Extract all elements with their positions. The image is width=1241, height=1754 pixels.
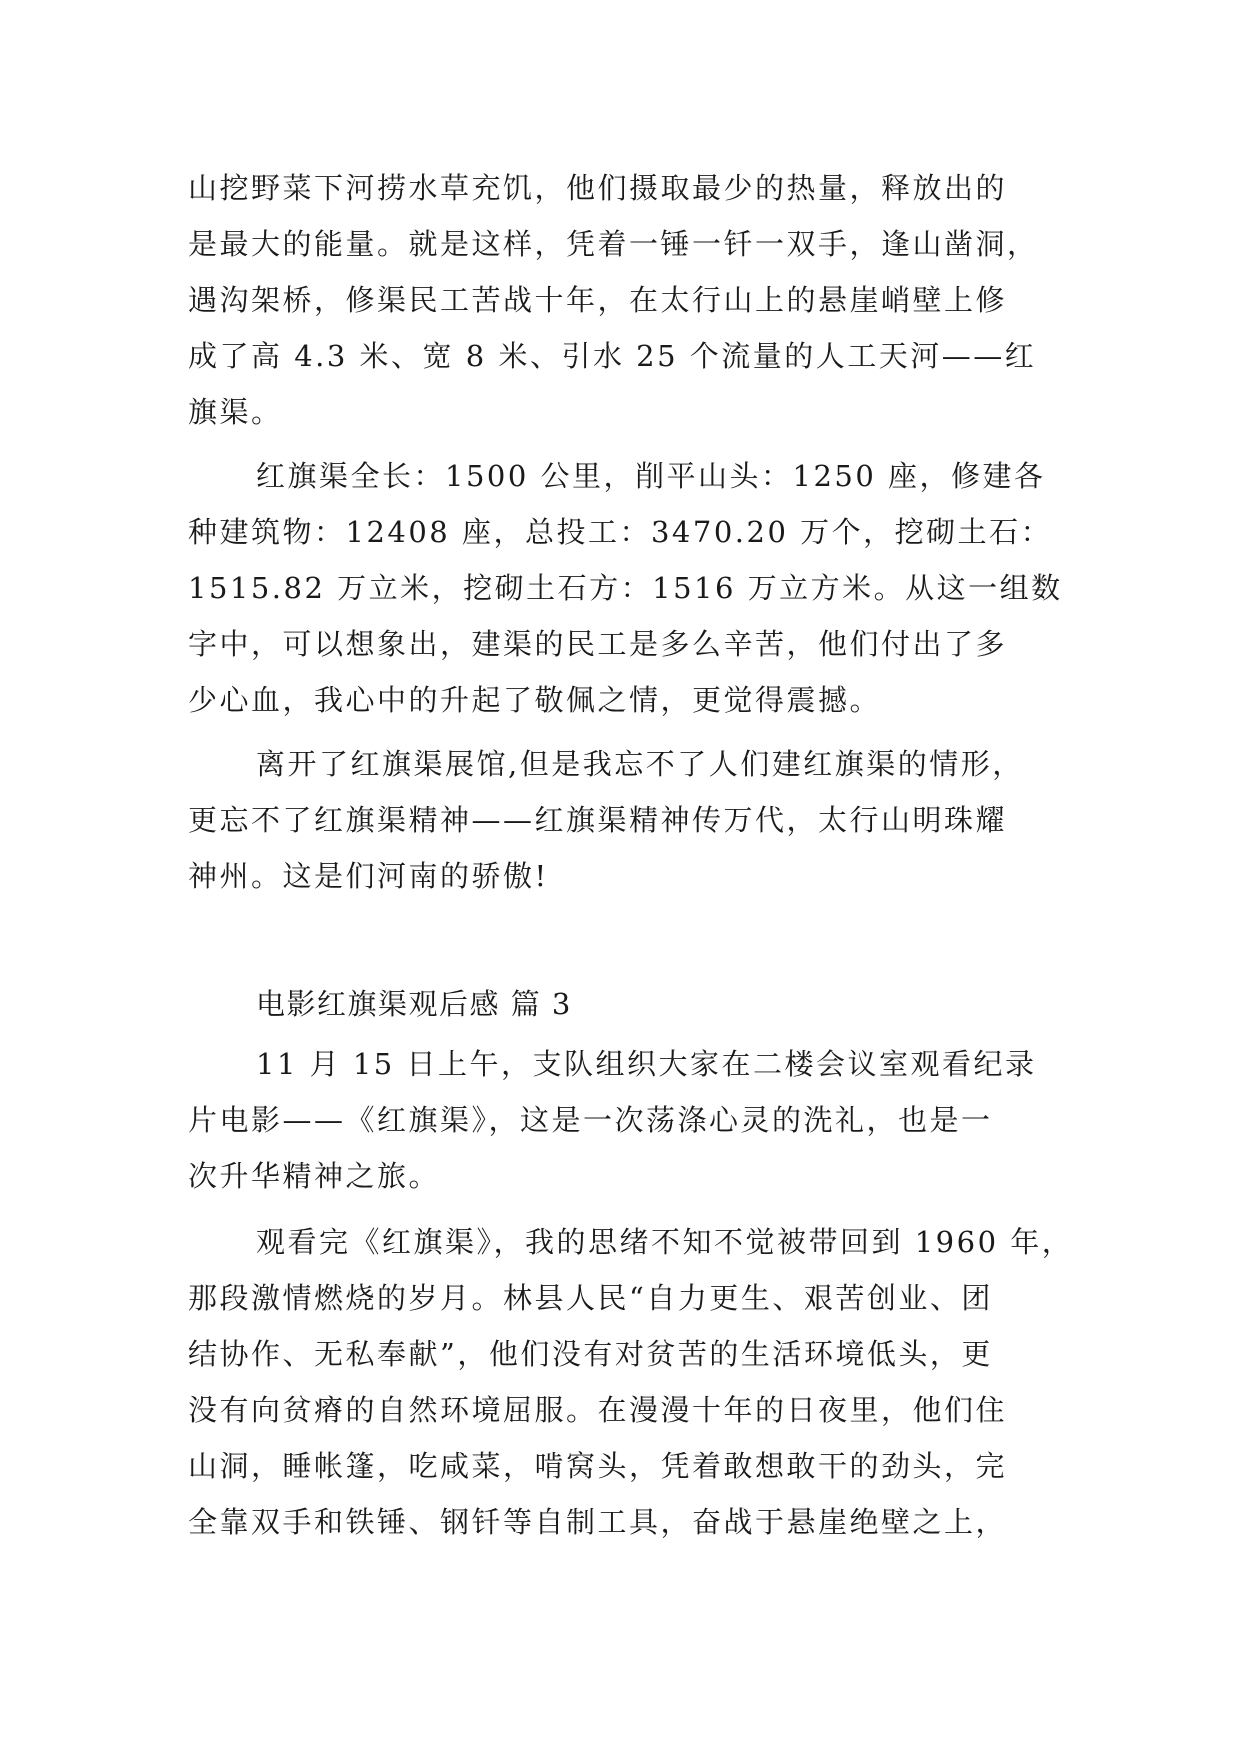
- paragraph-1-line-4: 成了高 4.3 米、宽 8 米、引水 25 个流量的人工天河——红: [188, 339, 1037, 373]
- section-paragraph-2-line-5: 山洞，睡帐篷，吃咸菜，啃窝头，凭着敢想敢干的劲头，完: [188, 1449, 1008, 1483]
- paragraph-1-line-5: 旗渠。: [188, 395, 283, 429]
- section-paragraph-2-line-3: 结协作、无私奉献”，他们没有对贫苦的生活环境低头，更: [188, 1337, 993, 1371]
- section-heading: 电影红旗渠观后感 篇 3: [256, 987, 572, 1021]
- section-paragraph-1-line-1: 11 月 15 日上午，支队组织大家在二楼会议室观看纪录: [256, 1047, 1037, 1081]
- paragraph-1-line-3: 遇沟架桥，修渠民工苦战十年，在太行山上的悬崖峭壁上修: [188, 283, 1008, 317]
- section-paragraph-1-line-3: 次升华精神之旅。: [188, 1159, 441, 1193]
- section-paragraph-2-line-4: 没有向贫瘠的自然环境屈服。在漫漫十年的日夜里，他们住: [188, 1393, 1008, 1427]
- paragraph-2-line-2: 种建筑物：12408 座，总投工：3470.20 万个，挖砌土石：: [188, 515, 1053, 549]
- section-paragraph-2-line-1: 观看完《红旗渠》，我的思绪不知不觉被带回到 1960 年，: [256, 1225, 1074, 1259]
- paragraph-2-line-5: 少心血，我心中的升起了敬佩之情，更觉得震撼。: [188, 683, 882, 717]
- paragraph-3-line-2: 更忘不了红旗渠精神——红旗渠精神传万代，太行山明珠耀: [188, 803, 1008, 837]
- paragraph-2-line-1: 红旗渠全长：1500 公里，削平山头：1250 座，修建各: [256, 459, 1046, 493]
- section-paragraph-1-line-2: 片电影——《红旗渠》，这是一次荡涤心灵的洗礼，也是一: [188, 1103, 993, 1137]
- section-paragraph-2-line-6: 全靠双手和铁锤、钢钎等自制工具，奋战于悬崖绝壁之上，: [188, 1505, 1008, 1539]
- paragraph-1-line-2: 是最大的能量。就是这样，凭着一锤一钎一双手，逢山凿洞，: [188, 227, 1039, 261]
- section-paragraph-2-line-2: 那段激情燃烧的岁月。林县人民“自力更生、艰苦创业、团: [188, 1281, 993, 1315]
- paragraph-3-line-3: 神州。这是们河南的骄傲!: [188, 859, 549, 893]
- paragraph-3-line-1: 离开了红旗渠展馆,但是我忘不了人们建红旗渠的情形，: [256, 747, 1024, 781]
- paragraph-2-line-3: 1515.82 万立米，挖砌土石方：1516 万立方米。从这一组数: [188, 571, 1063, 605]
- paragraph-2-line-4: 字中，可以想象出，建渠的民工是多么辛苦，他们付出了多: [188, 627, 1008, 661]
- paragraph-1-line-1: 山挖野菜下河捞水草充饥，他们摄取最少的热量，释放出的: [188, 171, 1008, 205]
